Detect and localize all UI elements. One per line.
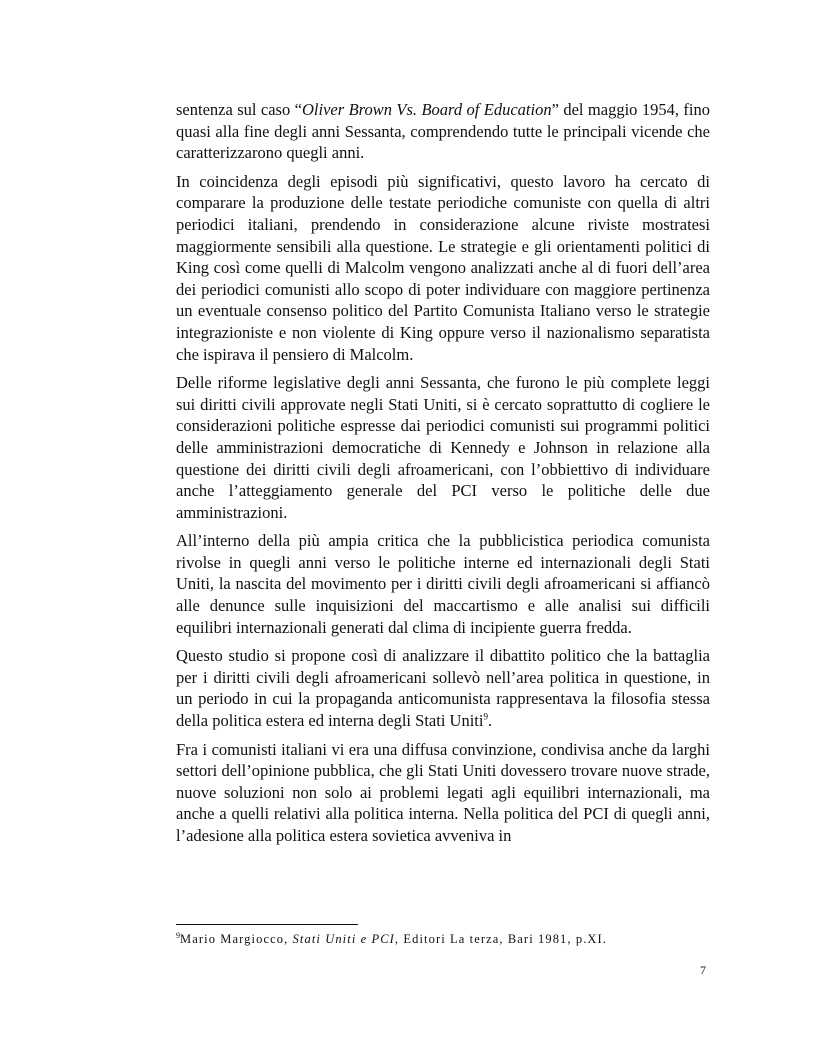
- paragraph-6: Fra i comunisti italiani vi era una diffusa convinzione, condivisa anche da larghi settori dell’opinione pubblica, che gli Stati Uniti dovessero trovare nuove strade, nuove soluzioni non solo ai problemi legati agli equilibri internazionali, ma anche a quelli relativi alla politica interna. Nella politica del PCI di quegli anni, l’adesione alla politica estera sovietica avveniva in: [176, 739, 710, 845]
- footnote-author: Mario Margiocco,: [180, 932, 293, 946]
- paragraph-text: ” del maggio 1954, fino quasi alla fine degli anni Sessanta, comprendendo tutte le principali vicende che caratterizzarono quegli anni.: [176, 100, 710, 163]
- paragraph-4: All’interno della più ampia critica che la pubblicistica periodica comunista rivolse in quegli anni verso le politiche interne ed internazionali degli Stati Uniti, la nascita del movimento per i diritti civili degli afroamericani si affiancò alle denunce sulle inquisizioni del maccartismo e alle analisi sui difficili equilibri internazionali generati dal clima di incipiente guerra fredda.: [176, 531, 710, 637]
- footnote: [176, 930, 710, 948]
- paragraph-5: [176, 645, 710, 731]
- paragraph-2: In coincidenza degli episodi più significativi, questo lavoro ha cercato di comparare la produzione delle testate periodiche comuniste con quella di altri periodici italiani, prendendo in considerazione alcune riviste mostratesi maggiormente sensibili alla questione. Le strategie e gli orientamenti politici di King così come quelli di Malcolm vengono analizzati anche al di fuori dell’area dei periodici comunisti allo scopo di poter individuare con maggiore pertinenza un eventuale consenso politico del Partito Comunista Italiano verso le strategie integrazioniste e non violente di King oppure verso il nazionalismo separatista che ispirava il pensiero di Malcolm.: [176, 171, 710, 364]
- case-title: Oliver Brown Vs. Board of Education: [301, 100, 552, 119]
- footnote-separator: [176, 924, 358, 925]
- footnote-marker: 9: [176, 930, 180, 940]
- footnote-rest: , Editori La terza, Bari 1981, p.XI.: [394, 932, 608, 946]
- paragraph-text: Questo studio si propone così di analizzare il dibattito politico che la battaglia per i diritti civili degli afroamericani sollevò nell’area politica in questione, in un periodo in cui la propaganda anticomunista rappresentava la filosofia stessa della politica estera ed interna degli Stati Uniti: [176, 646, 710, 731]
- footnote-reference: 9: [483, 711, 488, 722]
- document-body: [176, 99, 710, 854]
- paragraph-1: [176, 99, 710, 164]
- paragraph-text: .: [487, 711, 493, 731]
- footnote-title: Stati Uniti e PCI: [292, 932, 395, 946]
- paragraph-3: Delle riforme legislative degli anni Sessanta, che furono le più complete leggi sui diritti civili approvate negli Stati Uniti, si è cercato soprattutto di cogliere le considerazioni politiche espresse dai periodici comunisti sui programmi politici delle amministrazioni democratiche di Kennedy e Johnson in relazione alla questione dei diritti civili degli afroamericani, con l’obbiettivo di individuare anche l’atteggiamento generale del PCI verso le politiche delle due amministrazioni.: [176, 373, 710, 522]
- paragraph-text: sentenza sul caso “: [176, 100, 302, 119]
- page-number: 7: [700, 963, 706, 977]
